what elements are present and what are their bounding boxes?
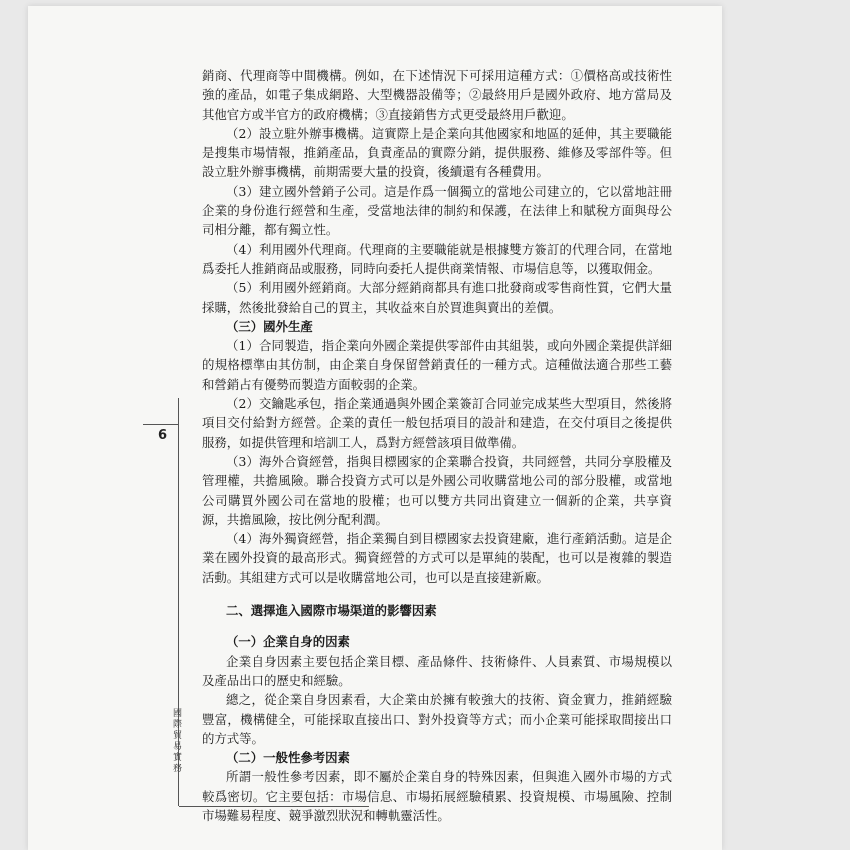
heading-enterprise-factors: （一）企業自身的因素: [226, 634, 350, 650]
heading-foreign-production: （三）國外生產: [226, 318, 313, 334]
paragraph-contract-manufacturing: （1）合同製造，指企業向外國企業提供零部件由其組裝，或向外國企業提供詳細的規格標準由其仿制，由企業自身保留營銷責任的一種方式。這種做法適合那些工藝和營銷占有優勢而製造方面較弱的企業。: [202, 338, 672, 392]
paragraph-foreign-distributor: （5）利用國外經銷商。大部分經銷商都具有進口批發商或零售商性質，它們大量採購，然後批發給自己的買主，其收益來自於買進與賣出的差價。: [202, 280, 672, 315]
paragraph-sole-venture: （4）海外獨資經營，指企業獨自到目標國家去投資建廠，進行產銷活動。這是企業在國外投資的最高形式。獨資經營的方式可以是單純的裝配，也可以是複雜的製造活動。其組建方式可以是收購當地公司，也可以是直接建新廠。: [202, 531, 672, 585]
heading-general-factors: （二）一般性參考因素: [226, 750, 350, 766]
paragraph-enterprise-factors-1: 企業自身因素主要包括企業目標、產品條件、技術條件、人員素質、市場規模以及產品出口的歷史和經驗。: [202, 653, 672, 688]
paragraph-general-factors: 所謂一般性參考因素，即不屬於企業自身的特殊因素，但與進入國外市場的方式較爲密切。它主要包括：市場信息、市場拓展經驗積累、投資規模、市場風險、控制市場難易程度、競爭激烈狀況和轉軌靈活性。: [202, 769, 672, 823]
paragraph-sales-subsidiary: （3）建立國外營銷子公司。這是作爲一個獨立的當地公司建立的，它以當地註冊企業的身份進行經營和生產，受當地法律的制約和保護，在法律上和賦稅方面與母公司相分離，都有獨立性。: [202, 183, 672, 238]
page-number: 6: [158, 428, 168, 443]
paragraph-intermediaries: 銷商、代理商等中間機構。例如，在下述情況下可採用這種方式：①價格高或技術性強的產品，如電子集成網路、大型機器設備等；②最終用戶是國外政府、地方當局及其他官方或半官方的政府機構；③直接銷售方式更受最終用戶歡迎。: [202, 68, 672, 122]
running-title: 國際貿易實務: [171, 708, 181, 774]
paragraph-turnkey: （2）交鑰匙承包，指企業通過與外國企業簽訂合同並完成某些大型項目，然後將項目交付給對方經營。企業的責任一般包括項目的設計和建造，在交付項目之後提供服務，如提供管理和培訓工人，爲對方經營該項目做準備。: [202, 396, 672, 450]
paragraph-overseas-office: （2）設立駐外辦事機構。這實際上是企業向其他國家和地區的延伸，其主要職能是搜集市場情報，推銷產品，負責產品的實際分銷，提供服務、維修及零部件等。但設立駐外辦事機構，前期需要大量的投資，後續還有各種費用。: [202, 125, 672, 180]
section-heading-2: 二、選擇進入國際市場渠道的影響因素: [226, 603, 437, 619]
margin-rule-top: [143, 424, 179, 425]
page-body: [202, 66, 672, 825]
paragraph-foreign-agent: （4）利用國外代理商。代理商的主要職能就是根據雙方簽訂的代理合同，在當地爲委托人推銷商品或服務，同時向委托人提供商業情報、市場信息等，以獲取佣金。: [202, 241, 672, 276]
paragraph-enterprise-factors-2: 總之，從企業自身因素看，大企業由於擁有較強大的技術、資金實力，推銷經驗豐富，機構健全，可能採取直接出口、對外投資等方式；而小企業可能採取間接出口的方式等。: [202, 692, 672, 746]
paragraph-joint-venture: （3）海外合資經營，指與目標國家的企業聯合投資，共同經營，共同分享股權及管理權，共擔風險。聯合投資方式可以是外國公司收購當地公司的部分股權，或當地公司購買外國公司在當地的股權；也可以雙方共同出資建立一個新的企業，共享資源，共擔風險，按比例分配利潤。: [202, 453, 672, 527]
